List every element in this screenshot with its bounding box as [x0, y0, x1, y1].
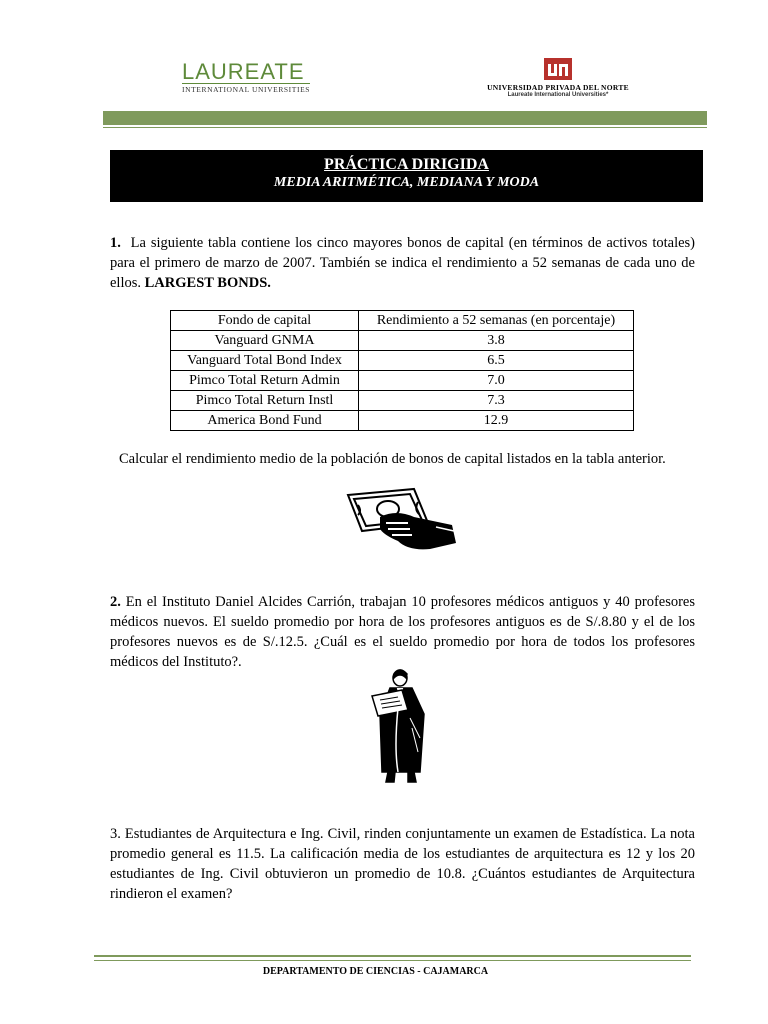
table-header-cell: Rendimiento a 52 semanas (en porcentaje) [359, 311, 634, 331]
header-green-line [103, 127, 707, 128]
footer-green-line [94, 955, 691, 957]
upn-logo [478, 58, 638, 98]
header-green-bar [103, 111, 707, 125]
table-cell: Vanguard Total Bond Index [171, 351, 359, 371]
table-cell: America Bond Fund [171, 411, 359, 431]
table-row [171, 331, 634, 351]
page-title: PRÁCTICA DIRIGIDA [324, 156, 489, 173]
table-cell: 3.8 [359, 331, 634, 351]
table-row [171, 371, 634, 391]
question-2-text: En el Instituto Daniel Alcides Carrión, trabajan 10 profesores médicos antiguos y 40 profesores médicos nuevos. El sueldo promedio por hora de los profesores antiguos es de S/.8.80 y el de los profesores nuevos es de S/.12.5. ¿Cuál es el sueldo promedio por hora de todos los profesores médicos del Instituto?. [110, 594, 696, 670]
upn-logo-name: UNIVERSIDAD PRIVADA DEL NORTE [487, 83, 629, 92]
table-cell: Pimco Total Return Instl [171, 391, 359, 411]
question-3: 3. Estudiantes de Arquitectura e Ing. Civil, rinden conjuntamente un examen de Estadística. La nota promedio general es 11.5. La calificación media de los estudiantes de arquitectura es 12 y los 20 estudiantes de Ing. Civil obtuvieron un promedio de 10.8. ¿Cuántos estudiantes de Arquitectura rindieron el examen? [110, 826, 695, 902]
question-1-instruction: Calcular el rendimiento medio de la población de bonos de capital listados en la tabla anterior. [119, 451, 666, 467]
question-2 [110, 592, 695, 672]
table-row [171, 391, 634, 411]
footer-text: DEPARTAMENTO DE CIENCIAS - CAJAMARCA [262, 966, 489, 977]
question-2-number: 2. [110, 594, 121, 610]
laureate-logo-subtitle: INTERNATIONAL UNIVERSITIES [182, 85, 311, 94]
page-subtitle: MEDIA ARITMÉTICA, MEDIANA Y MODA [273, 175, 540, 190]
table-row [171, 351, 634, 371]
upn-emblem-icon [544, 58, 572, 80]
question-1-text: La siguiente tabla contiene los cinco mayores bonos de capital (en términos de activos totales) para el primero de marzo de 2007. También se indica el rendimiento a 52 semanas de cada uno de ellos. [110, 235, 696, 291]
upn-logo-subtitle: Laureate International Universities* [507, 92, 609, 98]
table-cell: 7.0 [359, 371, 634, 391]
question-1 [110, 233, 695, 293]
question-1-number: 1. [110, 235, 121, 251]
money-hand-icon [344, 487, 460, 553]
laureate-logo [182, 59, 311, 94]
bonds-table [170, 310, 634, 431]
table-header-row [171, 311, 634, 331]
title-box [110, 150, 703, 202]
question-1-bold-tail: LARGEST BONDS. [144, 275, 271, 291]
laureate-logo-brand: LAUREATE [182, 59, 305, 84]
table-cell: 12.9 [359, 411, 634, 431]
table-cell: 6.5 [359, 351, 634, 371]
table-header-cell: Fondo de capital [171, 311, 359, 331]
table-cell: 7.3 [359, 391, 634, 411]
doctor-reading-icon [368, 668, 434, 786]
footer-green-line-thin [94, 960, 691, 961]
table-row [171, 411, 634, 431]
table-cell: Pimco Total Return Admin [171, 371, 359, 391]
table-cell: Vanguard GNMA [171, 331, 359, 351]
